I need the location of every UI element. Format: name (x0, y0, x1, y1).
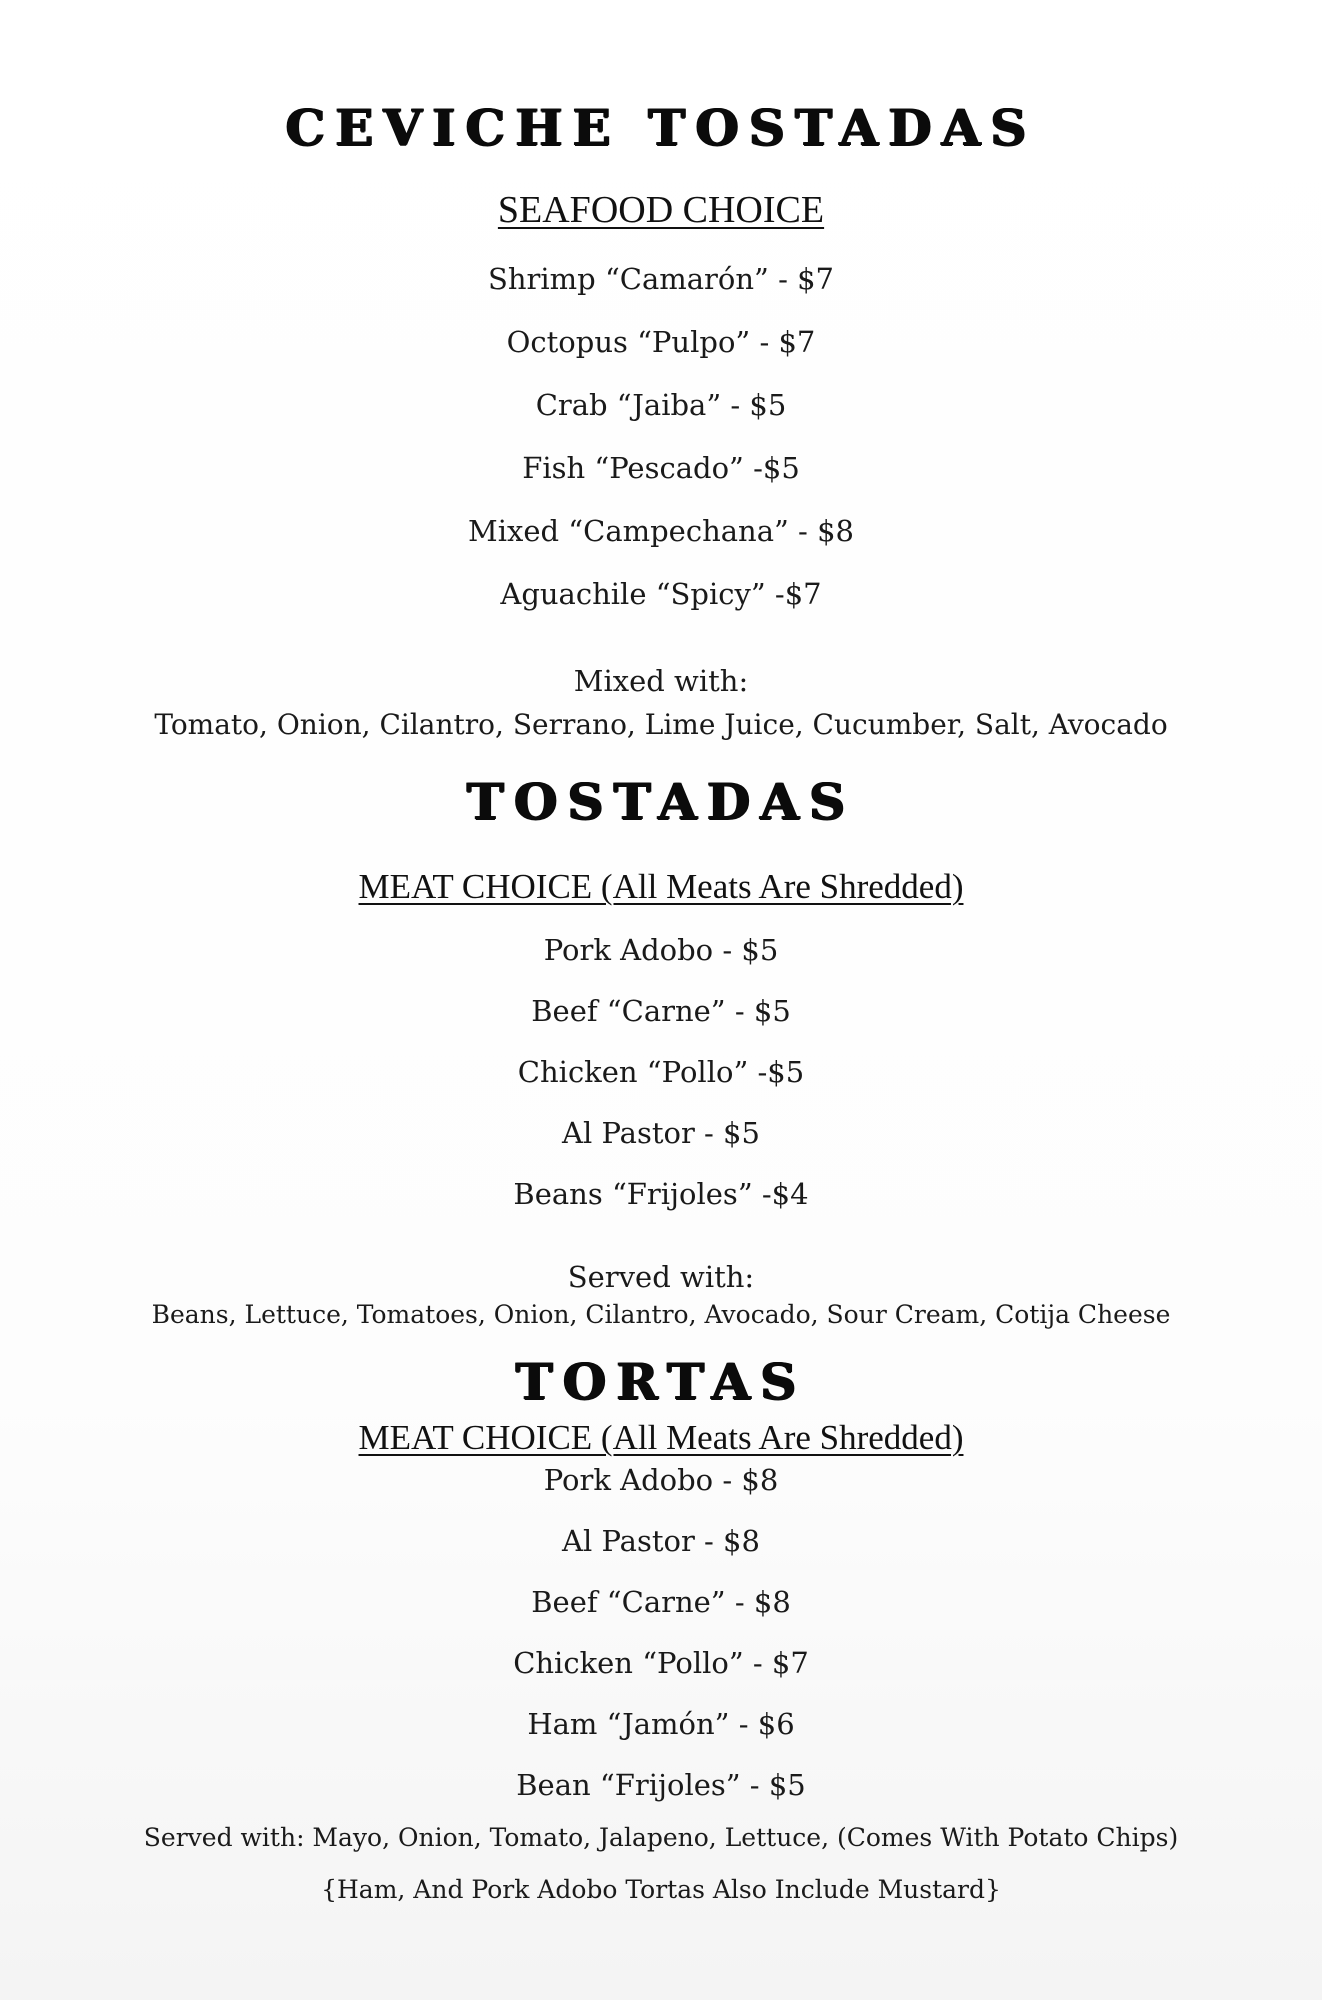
served-with-label: Served with: (567, 1260, 755, 1294)
tortas-meat-choice-subheading: MEAT CHOICE (All Meats Are Shredded) (358, 1418, 964, 1457)
menu-item: Crab “Jaiba” - $5 (535, 388, 787, 422)
seafood-choice-subheading: SEAFOOD CHOICE (497, 189, 825, 231)
menu-item: Pork Adobo - $5 (543, 933, 779, 967)
menu-item: Chicken “Pollo” - $7 (513, 1646, 809, 1680)
ceviche-tostadas-heading: CEVICHE TOSTADAS (285, 98, 1037, 157)
menu-item: Fish “Pescado” -$5 (522, 451, 800, 485)
menu-item: Chicken “Pollo” -$5 (517, 1055, 805, 1089)
mixed-with-label: Mixed with: (573, 664, 749, 698)
menu-item: Mixed “Campechana” - $8 (468, 514, 854, 548)
mixed-with-ingredients: Tomato, Onion, Cilantro, Serrano, Lime Juice, Cucumber, Salt, Avocado (154, 708, 1168, 741)
menu-item: Pork Adobo - $8 (543, 1463, 779, 1497)
menu-item: Beef “Carne” - $8 (531, 1585, 791, 1619)
menu-item: Al Pastor - $5 (562, 1116, 760, 1150)
menu-item: Bean “Frijoles” - $5 (516, 1768, 806, 1802)
tostadas-meat-choice-subheading: MEAT CHOICE (All Meats Are Shredded) (358, 867, 964, 906)
menu-item: Ham “Jamón” - $6 (527, 1707, 795, 1741)
tortas-served-with-note: Served with: Mayo, Onion, Tomato, Jalapeno, Lettuce, (Comes With Potato Chips) (143, 1823, 1179, 1852)
menu-item: Beans “Frijoles” -$4 (513, 1177, 809, 1211)
menu-item: Al Pastor - $8 (562, 1524, 760, 1558)
tostadas-heading: TOSTADAS (466, 772, 856, 831)
menu-item: Octopus “Pulpo” - $7 (506, 325, 816, 359)
mustard-note: {Ham, And Pork Adobo Tortas Also Include Mustard} (321, 1875, 1001, 1904)
menu-item: Shrimp “Camarón” - $7 (487, 262, 835, 296)
menu-item: Aguachile “Spicy” -$7 (500, 577, 822, 611)
menu-item: Beef “Carne” - $5 (531, 994, 791, 1028)
tortas-heading: TORTAS (515, 1352, 807, 1411)
served-with-ingredients: Beans, Lettuce, Tomatoes, Onion, Cilantro, Avocado, Sour Cream, Cotija Cheese (151, 1300, 1171, 1329)
